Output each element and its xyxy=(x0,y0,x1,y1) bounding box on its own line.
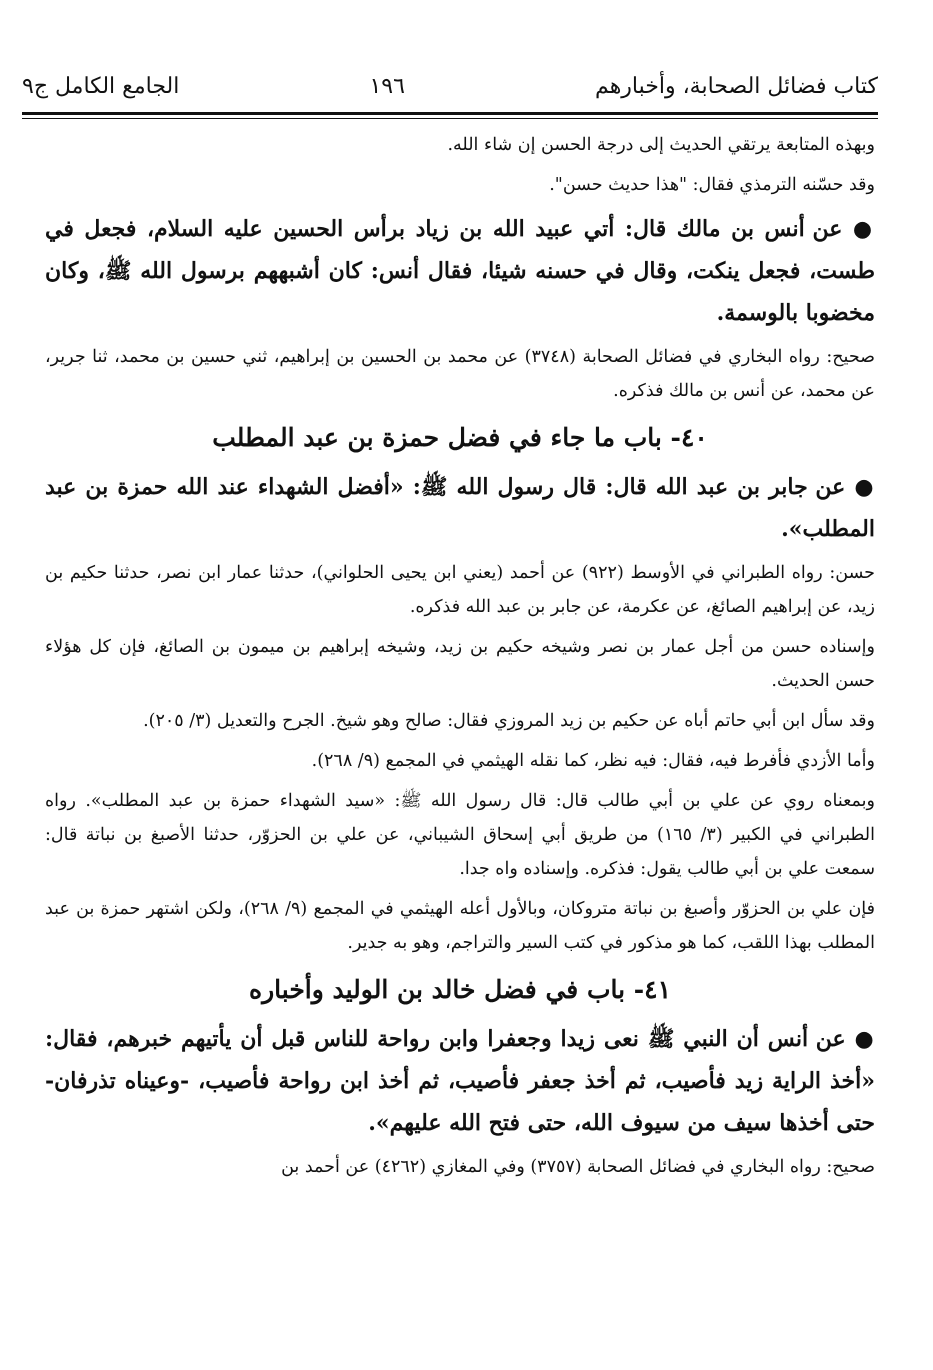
paragraph: وبهذه المتابعة يرتقي الحديث إلى درجة الحسن إن شاء الله. xyxy=(447,135,875,155)
hadith-paragraph xyxy=(45,208,875,334)
hadith-text: عن أنس أن النبي ﷺ نعى زيدا وجعفرا وابن رواحة للناس قبل أن يأتيهم خبرهم، فقال: «أخذ الراية زيد فأصيب، ثم أخذ جعفر فأصيب، ثم أخذ ابن رواحة فأصيب، -وعيناه تذرفان- حتى أخذها سيف من سيوف الله، حتى فتح الله عليهم». xyxy=(45,1026,875,1136)
bullet-icon: ● xyxy=(854,474,875,500)
chapter-heading: ٤١- باب في فضل خالد بن الوليد وأخباره xyxy=(249,975,671,1004)
chapter-heading: ٤٠- باب ما جاء في فضل حمزة بن عبد المطلب xyxy=(212,423,708,452)
header-chapter-title: كتاب فضائل الصحابة، وأخبارهم xyxy=(595,73,878,99)
paragraph: وإسناده حسن من أجل عمار بن نصر وشيخه حكيم بن زيد، وشيخه إبراهيم بن ميمون بن الصائغ، فإن كل هؤلاء حسن الحديث. xyxy=(45,637,875,691)
header-rule-thin xyxy=(22,118,878,119)
paragraph: وقد حسّنه الترمذي فقال: "هذا حديث حسن". xyxy=(549,175,875,195)
header-book-title: الجامع الكامل ج٩ xyxy=(22,73,180,99)
hadith-paragraph xyxy=(45,466,875,550)
page-header xyxy=(22,66,878,106)
bullet-icon: ● xyxy=(852,216,875,242)
paragraph: فإن علي بن الحزوّر وأصبغ بن نباتة متروكان، وبالأول أعله الهيثمي في المجمع (٩/ ٢٦٨)، ولكن اشتهر حمزة بن عبد المطلب بهذا اللقب، كما هو مذكور في كتب السير والتراجم، وهو به جدير. xyxy=(45,899,875,953)
paragraph: صحيح: رواه البخاري في فضائل الصحابة (٣٧٥٧) وفي المغازي (٤٢٦٢) عن أحمد بن xyxy=(281,1157,875,1177)
paragraph: صحيح: رواه البخاري في فضائل الصحابة (٣٧٤٨) عن محمد بن الحسين بن إبراهيم، ثني حسين بن محمد، ثنا جرير، عن محمد، عن أنس بن مالك فذكره. xyxy=(45,347,875,401)
paragraph: حسن: رواه الطبراني في الأوسط (٩٢٢) عن أحمد (يعني ابن يحيى الحلواني)، حدثنا عمار ابن نصر، حدثنا حكيم بن زيد، عن إبراهيم الصائغ، عن عكرمة، عن جابر بن عبد الله فذكره. xyxy=(45,563,876,617)
paragraph: وبمعناه روي عن علي بن أبي طالب قال: قال رسول الله ﷺ: «سيد الشهداء حمزة بن عبد المطلب». رواه الطبراني في الكبير (٣/ ١٦٥) من طريق أبي إسحاق الشيباني، عن علي بن الحزوّر، حدثنا الأصبغ بن نباتة قال: سمعت علي بن أبي طالب يقول: فذكره. وإسناده واه جدا. xyxy=(45,791,875,879)
paragraph: وقد سأل ابن أبي حاتم أباه عن حكيم بن زيد المروزي فقال: صالح وهو شيخ. الجرح والتعديل (٣/ ٢٠٥). xyxy=(143,711,875,731)
bullet-icon: ● xyxy=(854,1026,875,1052)
hadith-paragraph xyxy=(45,1018,875,1144)
hadith-text: عن جابر بن عبد الله قال: قال رسول الله ﷺ: «أفضل الشهداء عند الله حمزة بن عبد المطلب». xyxy=(45,474,875,542)
page-body xyxy=(45,128,875,1190)
hadith-text: عن أنس بن مالك قال: أتي عبيد الله بن زياد برأس الحسين عليه السلام، فجعل في طست، فجعل ينكت، وقال في حسنه شيئا، فقال أنس: كان أشبههم برسول الله ﷺ، وكان مخضوبا بالوسمة. xyxy=(45,216,875,326)
paragraph: وأما الأزدي فأفرط فيه، فقال: فيه نظر، كما نقله الهيثمي في المجمع (٩/ ٢٦٨). xyxy=(311,751,875,771)
page-number: ١٩٦ xyxy=(369,73,405,99)
header-rule-thick xyxy=(22,112,878,115)
